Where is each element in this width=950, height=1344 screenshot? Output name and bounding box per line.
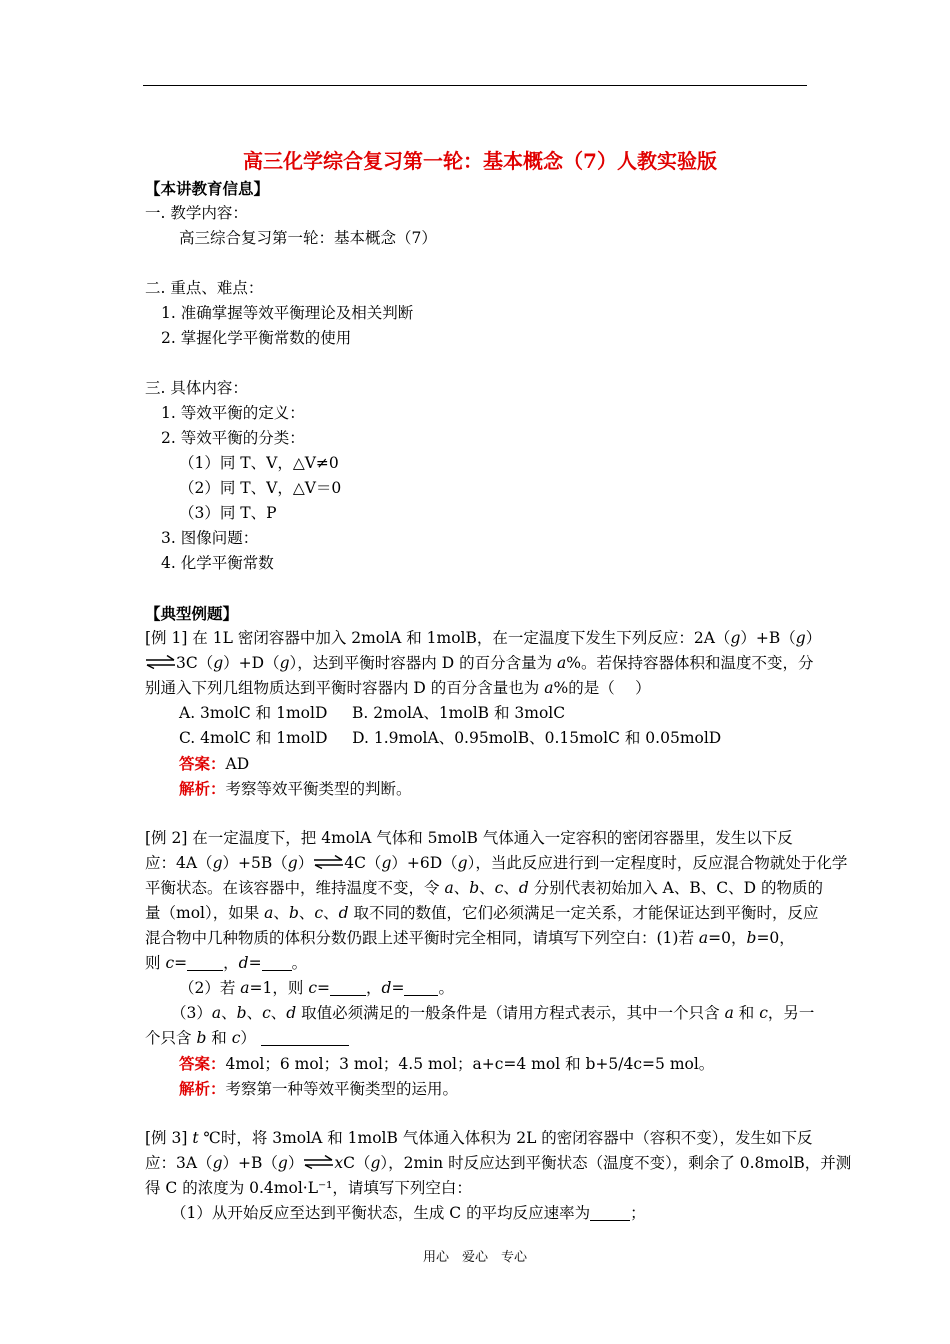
page-footer: 用心 爱心 专心	[422, 1250, 527, 1265]
ex2-line-6: 则 c= ，d= 。	[145, 954, 308, 972]
ex2-analysis: 解析：考察第一种等效平衡类型的运用。	[179, 1079, 459, 1098]
ex2-question-2: （2）若 a=1，则 c= ，d= 。	[179, 979, 454, 997]
ex2-line-2: 应：4A（g）+5B（g） 4C（g）+6D（g），当此反应进行到一定程度时，反应混合物就处于化学	[145, 854, 848, 872]
sec3-item-4: 4. 化学平衡常数	[161, 554, 274, 572]
sec1-body: 高三综合复习第一轮：基本概念（7）	[179, 229, 437, 247]
ex1-answer: 答案：AD	[179, 754, 250, 773]
option-c: C. 4molC 和 1molD	[179, 729, 328, 747]
option-b: B. 2molA、1molB 和 3molC	[352, 704, 566, 722]
equilibrium-arrows-icon	[303, 1155, 334, 1169]
equilibrium-arrows-icon	[313, 855, 344, 869]
sec3-item-3: 3. 图像问题：	[161, 529, 259, 547]
sec2-item-1: 1. 准确掌握等效平衡理论及相关判断	[161, 304, 414, 322]
ex2-question-3-cont: 个只含 b 和 c）	[145, 1026, 807, 1051]
ex1-options-ab	[145, 701, 807, 726]
ex1-line-1: [例 1] 在 1L 密闭容器中加入 2molA 和 1molB，在一定温度下发生下列反应：2A（g）+B（g）	[145, 629, 822, 647]
ex2-line-4: 量（mol），如果 a、b、c、d 取不同的数值，它们必须满足一定关系，才能保证达到平衡时，反应	[145, 904, 819, 922]
sec3-sub-2: （2）同 T、V，△V＝0	[179, 479, 342, 497]
ex2-answer: 答案：4mol；6 mol；3 mol；4.5 mol；a+c=4 mol 和 b+5/4c=5 mol。	[179, 1054, 715, 1073]
sec3-heading: 三. 具体内容：	[145, 379, 248, 397]
answer-blank[interactable]	[261, 1030, 349, 1046]
sec3-sub-1: （1）同 T、V，△V≠0	[179, 454, 339, 472]
answer-blank[interactable]	[262, 955, 292, 971]
sec3-item-1: 1. 等效平衡的定义：	[161, 404, 305, 422]
ex1-options-cd	[145, 726, 807, 751]
examples-header: 【典型例题】	[145, 604, 239, 623]
equilibrium-arrows-icon	[145, 655, 176, 669]
ex1-line-2: 3C（g）+D（g），达到平衡时容器内 D 的百分含量为 a%。若保持容器体积和温度不变，分	[145, 651, 807, 676]
sec2-heading: 二. 重点、难点：	[145, 279, 264, 297]
ex3-line-3: 得 C 的浓度为 0.4mol·L⁻¹，请填写下列空白：	[145, 1179, 472, 1197]
page-title: 高三化学综合复习第一轮：基本概念（7）人教实验版	[243, 149, 717, 173]
answer-blank[interactable]	[404, 980, 438, 996]
header-rule	[143, 85, 807, 86]
option-d: D. 1.9molA、0.95molB、0.15molC 和 0.05molD	[352, 729, 722, 747]
sec2-item-2: 2. 掌握化学平衡常数的使用	[161, 329, 352, 347]
ex2-line-3: 平衡状态。在该容器中，维持温度不变，令 a、b、c、d 分别代表初始加入 A、B、C、D 的物质的	[145, 879, 823, 897]
answer-blank[interactable]	[187, 955, 223, 971]
ex2-question-3: （3）a、b、c、d 取值必须满足的一般条件是（请用方程式表示，其中一个只含 a 和 c，另一	[171, 1004, 815, 1022]
ex2-line-5: 混合物中几种物质的体积分数仍跟上述平衡时完全相同，请填写下列空白：(1)若 a=0，b=0，	[145, 929, 795, 947]
info-header: 【本讲教育信息】	[145, 179, 270, 198]
option-a: A. 3molC 和 1molD	[179, 704, 328, 722]
ex3-line-2: 应：3A（g）+B（g） xC（g），2min 时反应达到平衡状态（温度不变），剩余了 0.8molB，并测	[145, 1154, 852, 1172]
ex2-line-1: [例 2] 在一定温度下，把 4molA 气体和 5molB 气体通入一定容积的密闭容器里，发生以下反	[145, 829, 793, 847]
ex3-question-1: （1）从开始反应至达到平衡状态，生成 C 的平均反应速率为 ；	[171, 1204, 646, 1222]
ex1-line-3: 别通入下列几组物质达到平衡时容器内 D 的百分含量也为 a%的是（ ）	[145, 679, 651, 697]
answer-blank[interactable]	[330, 980, 366, 996]
sec3-sub-3: （3）同 T、P	[179, 504, 277, 522]
document-body	[145, 146, 852, 1226]
sec1-heading: 一. 教学内容：	[145, 204, 248, 222]
ex1-analysis: 解析：考察等效平衡类型的判断。	[179, 779, 412, 798]
answer-blank[interactable]	[590, 1205, 630, 1221]
ex3-line-1: [例 3] t ℃时，将 3molA 和 1molB 气体通入体积为 2L 的密闭容器中（容积不变），发生如下反	[145, 1129, 813, 1147]
sec3-item-2: 2. 等效平衡的分类：	[161, 429, 305, 447]
